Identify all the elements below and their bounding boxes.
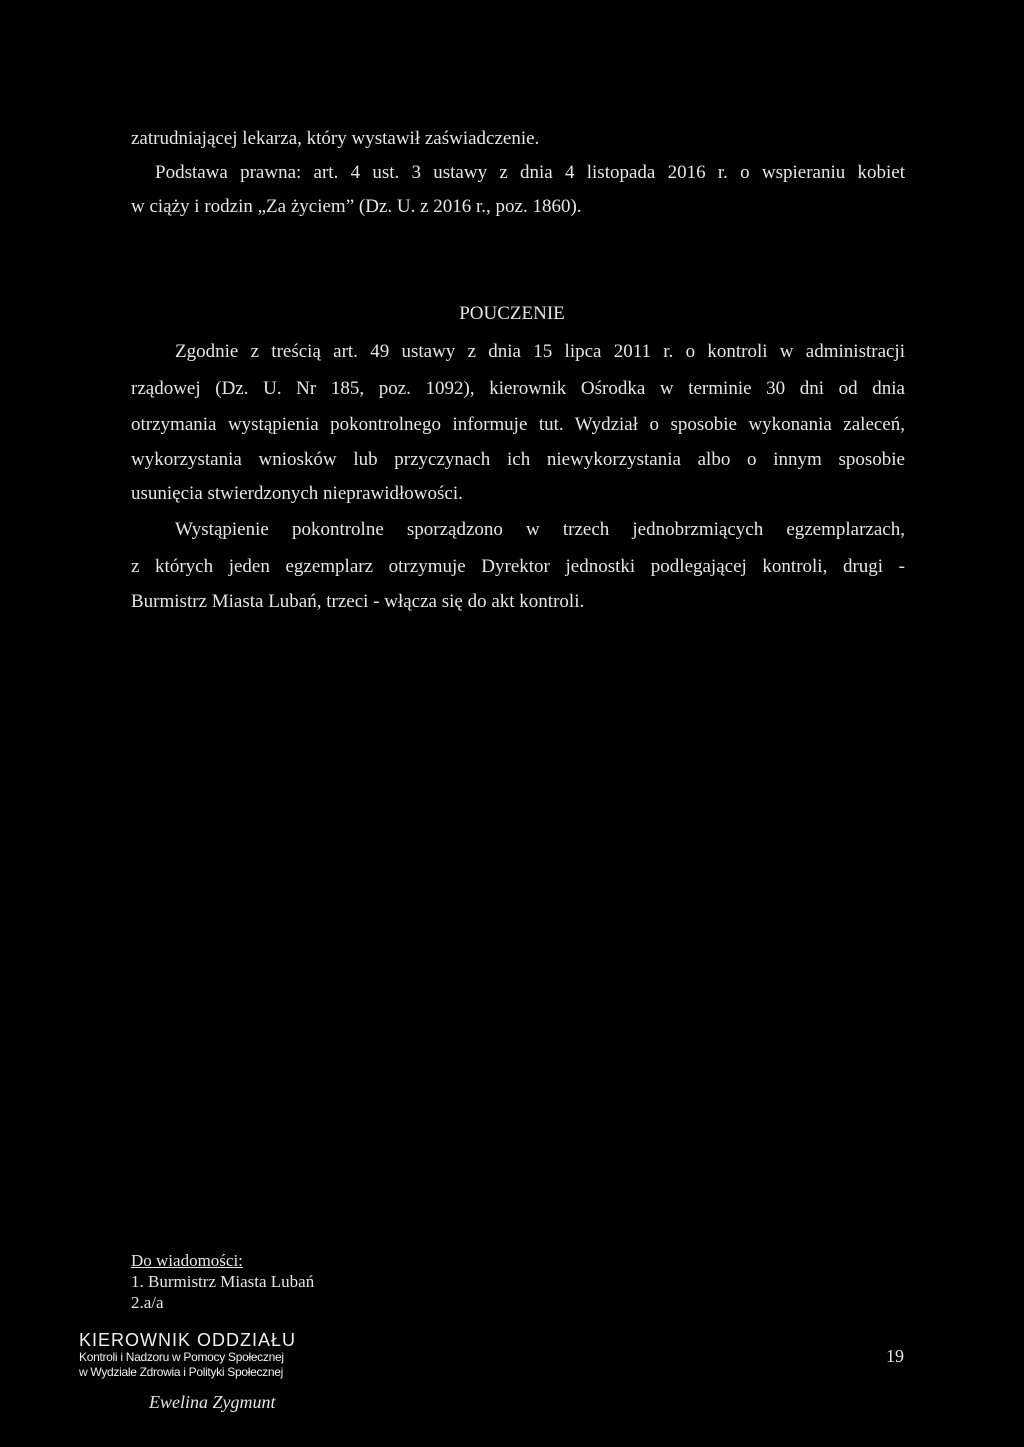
pouczenie-line-5: usunięcia stwierdzonych nieprawidłowości. <box>131 483 463 504</box>
distribution-list <box>131 1250 314 1313</box>
intro-line-1: zatrudniającej lekarza, który wystawił zaświadczenie. <box>131 128 540 149</box>
pouczenie-line-3: otrzymania wystąpienia pokontrolnego informuje tut. Wydział o sposobie wykonania zaleceń, <box>131 414 905 435</box>
distribution-item: 2.a/a <box>131 1293 164 1312</box>
copies-line-2: z których jeden egzemplarz otrzymuje Dyrektor jednostki podlegającej kontroli, drugi - <box>131 556 905 577</box>
copies-line-1: Wystąpienie pokontrolne sporządzono w trzech jednobrzmiących egzemplarzach, <box>175 519 905 540</box>
pouczenie-line-2: rządowej (Dz. U. Nr 185, poz. 1092), kierownik Ośrodka w terminie 30 dni od dnia <box>131 378 905 399</box>
copies-line-3: Burmistrz Miasta Lubań, trzeci - włącza się do akt kontroli. <box>131 591 585 612</box>
signature: Ewelina Zygmunt <box>149 1392 276 1412</box>
stamp-line-3: w Wydziale Zdrowia i Polityki Społecznej <box>79 1365 283 1379</box>
pouczenie-line-4: wykorzystania wniosków lub przyczynach ich niewykorzystania albo o innym sposobie <box>131 449 905 470</box>
section-title: POUCZENIE <box>459 303 565 324</box>
intro-line-2: Podstawa prawna: art. 4 ust. 3 ustawy z dnia 4 listopada 2016 r. o wspieraniu kobiet <box>155 162 905 183</box>
intro-line-3: w ciąży i rodzin „Za życiem” (Dz. U. z 2016 r., poz. 1860). <box>131 196 582 217</box>
stamp-title: KIEROWNIK ODDZIAŁU <box>79 1330 297 1350</box>
official-stamp <box>79 1330 296 1380</box>
page-number: 19 <box>886 1346 904 1366</box>
stamp-line-2: Kontroli i Nadzoru w Pomocy Społecznej <box>79 1350 284 1364</box>
distribution-heading: Do wiadomości: <box>131 1251 243 1270</box>
distribution-item: 1. Burmistrz Miasta Lubań <box>131 1272 315 1291</box>
pouczenie-line-1: Zgodnie z treścią art. 49 ustawy z dnia 15 lipca 2011 r. o kontroli w administracji <box>175 341 905 362</box>
